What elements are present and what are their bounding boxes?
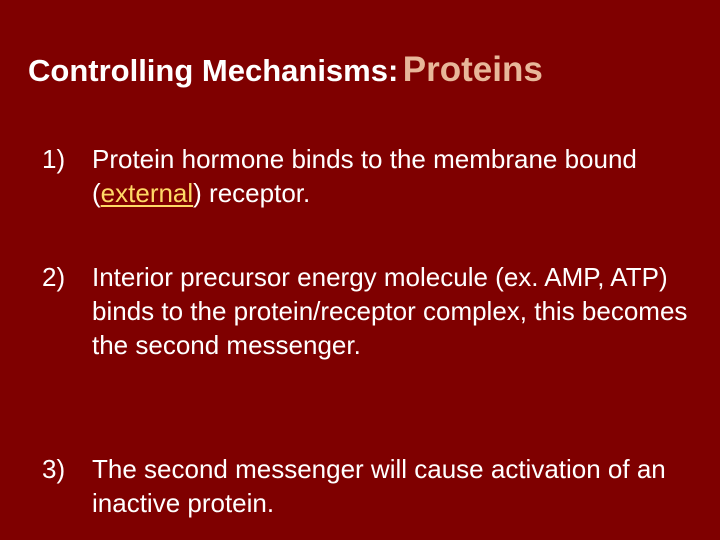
title-accent: Proteins bbox=[402, 50, 543, 89]
title-main: Controlling Mechanisms: bbox=[28, 53, 399, 88]
list-item-text: Interior precursor energy molecule (ex. AMP, ATP) binds to the protein/receptor complex, this becomes the second messenger. bbox=[92, 262, 688, 360]
list-item-text bbox=[92, 142, 704, 210]
list-item-text-after: ) receptor. bbox=[193, 178, 311, 208]
list-item-text: The second messenger will cause activation of an inactive protein. bbox=[92, 454, 666, 518]
highlight-term: external bbox=[100, 178, 194, 208]
list-item-number: 2) bbox=[42, 262, 66, 292]
list-item-number: 3) bbox=[42, 454, 66, 484]
list-item-number: 1) bbox=[42, 144, 66, 174]
slide-title bbox=[28, 46, 708, 101]
list-item-text-before: Protein hormone binds to the membrane bound ( bbox=[92, 144, 637, 208]
